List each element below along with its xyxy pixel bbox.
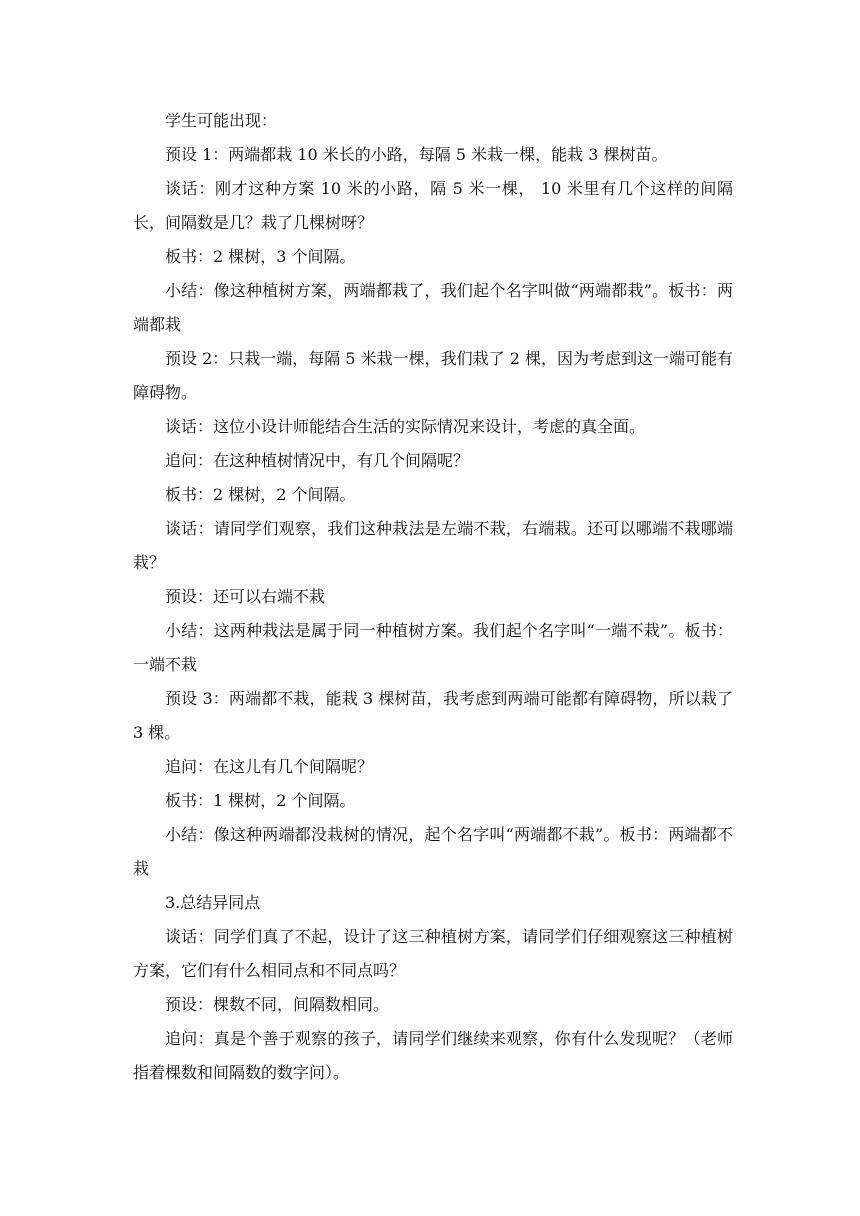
paragraph-preset-answer: 预设：棵数不同，间隔数相同。 [165,995,390,1014]
paragraph-followup-question-3: 追问：真是个善于观察的孩子，请同学们继续来观察，你有什么发现呢？（老师指着棵数和间隔数的数字问）。 [133,1029,733,1082]
paragraph-preset-1: 预设 1：两端都栽 10 米长的小路，每隔 5 米栽一棵，能栽 3 棵树苗。 [165,145,668,164]
paragraph-preset-3: 预设 3：两端都不栽，能栽 3 棵树苗，我考虑到两端可能都有障碍物，所以栽了 3 棵。 [133,689,733,742]
paragraph-board-note-3: 板书：1 棵树，2 个间隔。 [165,791,356,810]
document-page [133,104,733,1090]
paragraph-talk-intervals: 谈话：刚才这种方案 10 米的小路，隔 5 米一棵， 10 米里有几个这样的间隔长，间隔数是几？栽了几棵树呀？ [133,179,733,232]
paragraph-talk-observe: 谈话：请同学们观察，我们这种栽法是左端不栽，右端栽。还可以哪端不栽哪端栽？ [133,519,733,572]
paragraph-board-note-1: 板书：2 棵树，3 个间隔。 [165,247,356,266]
paragraph-talk-compare: 谈话：同学们真了不起，设计了这三种植树方案，请同学们仔细观察这三种植树方案，它们有什么相同点和不同点吗？ [133,927,733,980]
paragraph-summary-both-ends: 小结：像这种植树方案，两端都栽了，我们起个名字叫做“两端都栽”。板书：两端都栽 [133,281,733,334]
paragraph-summary-neither-end: 小结：像这种两端都没栽树的情况，起个名字叫“两端都不栽”。板书：两端都不栽 [133,825,733,878]
section-heading-summary: 3.总结异同点 [165,893,261,912]
paragraph-followup-question-2: 追问：在这儿有几个间隔呢？ [165,757,374,776]
paragraph-board-note-2: 板书：2 棵树，2 个间隔。 [165,485,356,504]
paragraph-preset-right-end: 预设：还可以右端不栽 [165,587,326,606]
paragraph-preset-2: 预设 2：只栽一端，每隔 5 米栽一棵，我们栽了 2 棵，因为考虑到这一端可能有障碍物。 [133,349,733,402]
paragraph-students-may-show: 学生可能出现： [165,111,278,130]
paragraph-summary-one-end: 小结：这两种栽法是属于同一种植树方案。我们起个名字叫“一端不栽”。板书：一端不栽 [133,621,733,674]
paragraph-followup-question-1: 追问：在这种植树情况中，有几个间隔呢？ [165,451,470,470]
paragraph-talk-designer: 谈话：这位小设计师能结合生活的实际情况来设计，考虑的真全面。 [165,417,646,436]
